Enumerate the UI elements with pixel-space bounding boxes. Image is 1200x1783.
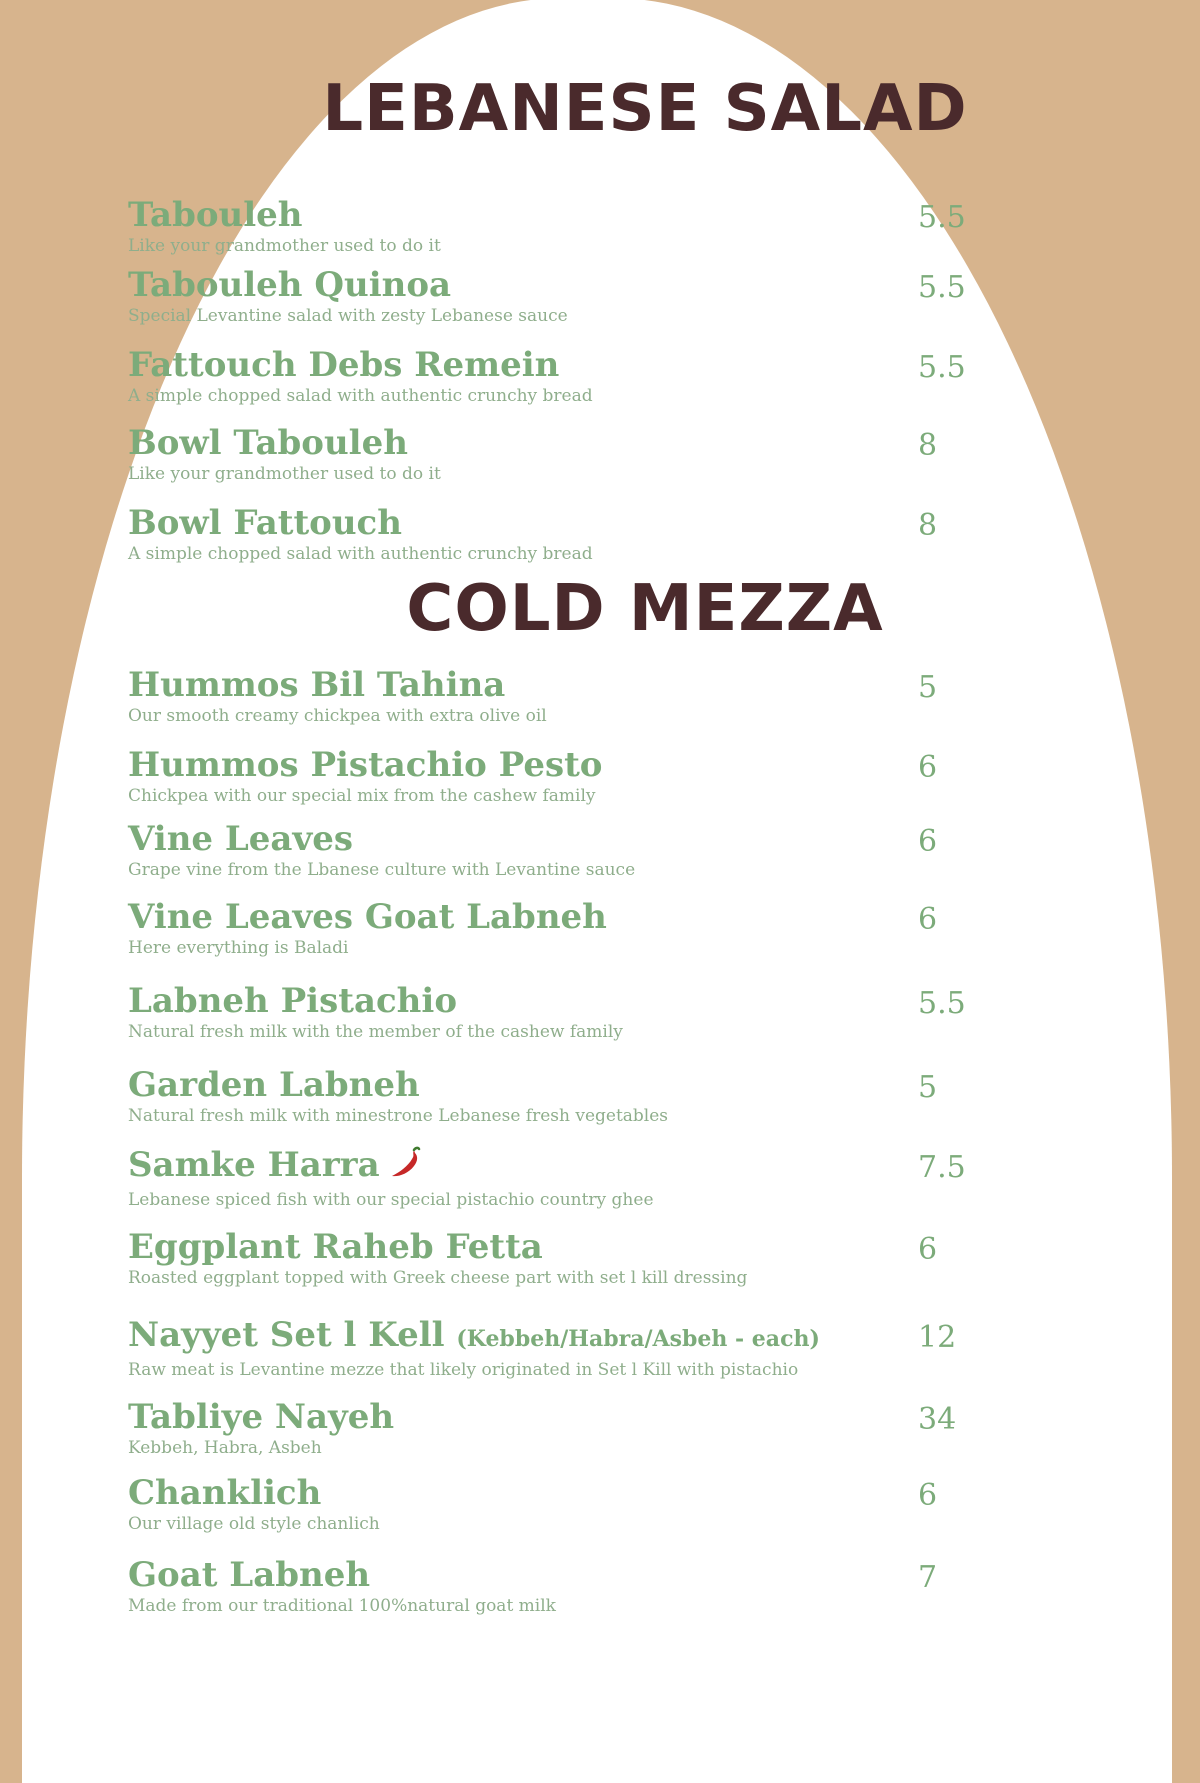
item-description: Like your grandmother used to do it: [128, 236, 441, 256]
item-description: Natural fresh milk with minestrone Lebanese fresh vegetables: [128, 1106, 669, 1126]
item-name: Vine Leaves Goat Labneh: [128, 897, 607, 937]
item-name: Samke Harra: [128, 1145, 380, 1185]
item-price: 34: [918, 1402, 957, 1437]
item-price: 8: [918, 428, 938, 463]
item-name-row: [128, 1316, 988, 1358]
item-price: 5.5: [918, 270, 966, 305]
menu-item-labneh-pistachio: [128, 982, 988, 1043]
menu-item-vine-leaves: [128, 820, 988, 881]
item-price: 8: [918, 508, 938, 543]
item-name: Hummos Pistachio Pesto: [128, 745, 603, 785]
section-title-cold-mezza: COLD MEZZA: [406, 572, 884, 646]
item-description: Special Levantine salad with zesty Lebanese sauce: [128, 306, 568, 326]
item-price: 6: [918, 902, 938, 937]
menu-item-goat-labneh: [128, 1556, 988, 1617]
menu-item-nayyet-set-l-kell: [128, 1316, 988, 1381]
item-price: 6: [918, 1478, 938, 1513]
item-name: Bowl Fattouch: [128, 503, 402, 543]
item-price: 7.5: [918, 1150, 966, 1185]
menu-item-garden-labneh: [128, 1066, 988, 1127]
item-name: Chanklich: [128, 1473, 322, 1513]
item-price: 5: [918, 670, 938, 705]
item-description: Chickpea with our special mix from the cashew family: [128, 786, 596, 806]
item-description: Like your grandmother used to do it: [128, 464, 441, 484]
menu-item-chanklich: [128, 1474, 988, 1535]
menu-item-hummos-bil-tahina: [128, 666, 988, 727]
item-description: A simple chopped salad with authentic crunchy bread: [128, 544, 593, 564]
menu-item-bowl-tabouleh: [128, 424, 988, 485]
item-description: Here everything is Baladi: [128, 938, 349, 958]
item-price: 5.5: [918, 986, 966, 1021]
item-description: Raw meat is Levantine mezze that likely originated in Set l Kill with pistachio: [128, 1360, 799, 1380]
menu-item-tabouleh-quinoa: [128, 266, 988, 327]
item-price: 5: [918, 1070, 938, 1105]
item-price: 5.5: [918, 200, 966, 235]
item-price: 6: [918, 750, 938, 785]
item-price: 12: [918, 1320, 957, 1355]
menu-item-fattouch-debs-remein: [128, 346, 988, 407]
menu-item-tabliye-nayeh: [128, 1398, 988, 1459]
item-name-row: [128, 1146, 988, 1188]
item-price: 7: [918, 1560, 938, 1595]
item-name: Bowl Tabouleh: [128, 423, 408, 463]
item-name: Tabouleh: [128, 195, 303, 235]
item-description: Grape vine from the Lbanese culture with Levantine sauce: [128, 860, 636, 880]
item-name-extra: (Kebbeh/Habra/Asbeh - each): [456, 1326, 820, 1352]
item-description: A simple chopped salad with authentic crunchy bread: [128, 386, 593, 406]
item-description: Our smooth creamy chickpea with extra olive oil: [128, 706, 547, 726]
menu-item-hummos-pistachio-pesto: [128, 746, 988, 807]
item-name: Nayyet Set l Kell: [128, 1315, 445, 1355]
item-price: 5.5: [918, 350, 966, 385]
item-price: 6: [918, 1232, 938, 1267]
menu-item-vine-leaves-goat-labneh: [128, 898, 988, 959]
section-title-lebanese-salad: LEBANESE SALAD: [322, 72, 968, 146]
chili-pepper-icon: [388, 1146, 422, 1188]
item-name: Fattouch Debs Remein: [128, 345, 560, 385]
item-name: Eggplant Raheb Fetta: [128, 1227, 543, 1267]
item-description: Kebbeh, Habra, Asbeh: [128, 1438, 322, 1458]
item-description: Roasted eggplant topped with Greek cheese part with set l kill dressing: [128, 1268, 748, 1288]
item-name: Garden Labneh: [128, 1065, 420, 1105]
menu-item-eggplant-raheb-fetta: [128, 1228, 988, 1289]
item-name: Tabliye Nayeh: [128, 1397, 395, 1437]
item-name: Goat Labneh: [128, 1555, 371, 1595]
item-description: Lebanese spiced fish with our special pistachio country ghee: [128, 1190, 654, 1210]
item-name: Tabouleh Quinoa: [128, 265, 452, 305]
item-name: Vine Leaves: [128, 819, 353, 859]
menu-item-bowl-fattouch: [128, 504, 988, 565]
item-description: Our village old style chanlich: [128, 1514, 380, 1534]
item-price: 6: [918, 824, 938, 859]
item-name: Hummos Bil Tahina: [128, 665, 506, 705]
item-description: Natural fresh milk with the member of the cashew family: [128, 1022, 623, 1042]
menu-item-samke-harra: [128, 1146, 988, 1211]
item-description: Made from our traditional 100%natural goat milk: [128, 1596, 556, 1616]
menu-item-tabouleh: [128, 196, 988, 257]
item-name: Labneh Pistachio: [128, 981, 457, 1021]
